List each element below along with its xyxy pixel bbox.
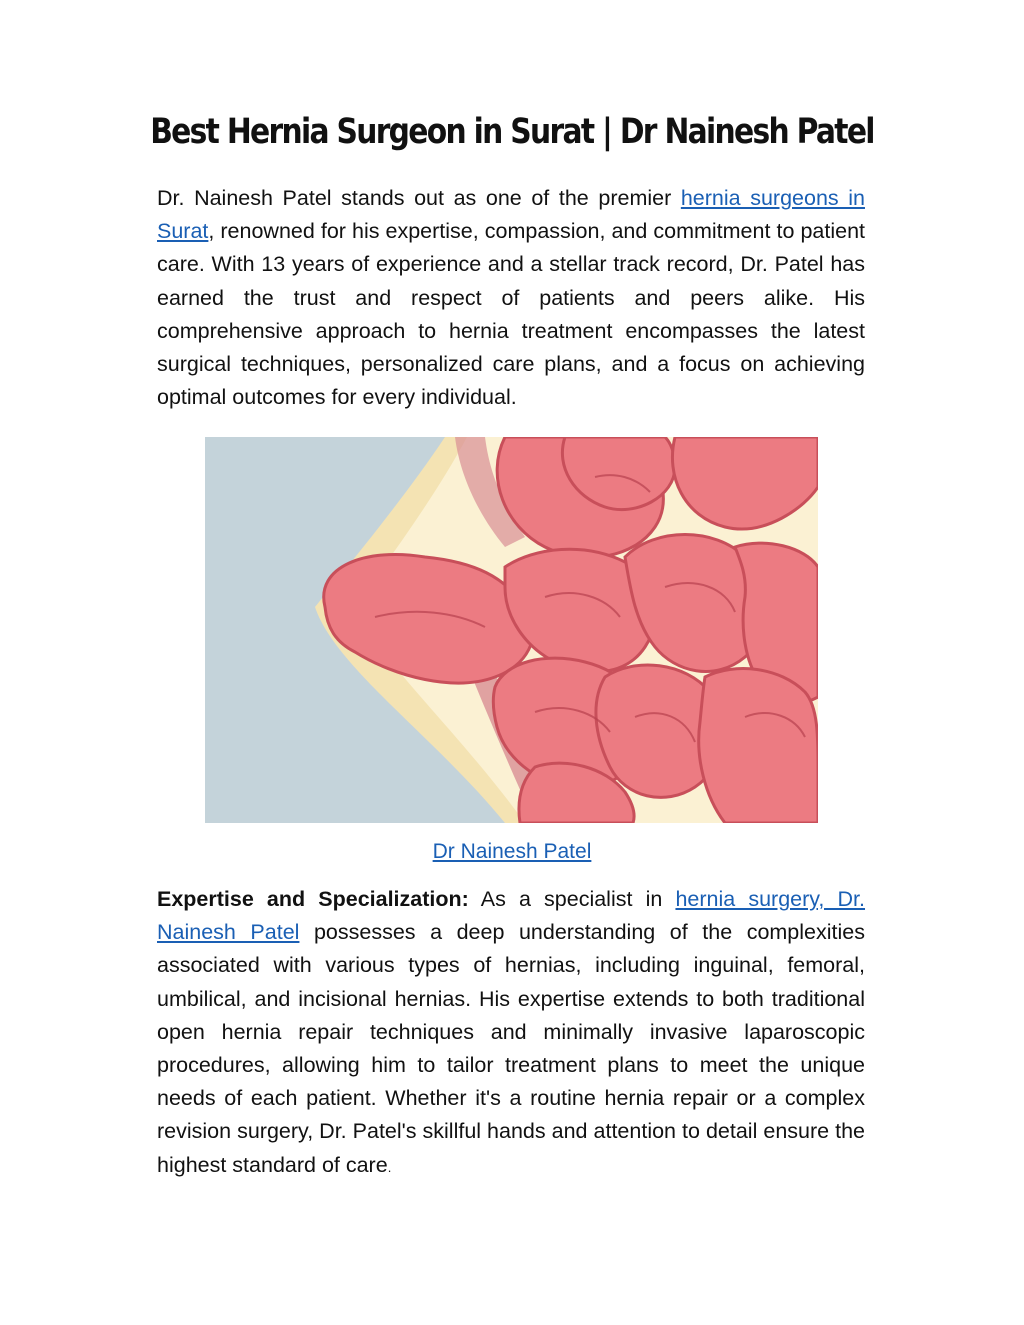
section-text-start: As a specialist in (468, 887, 676, 911)
caption-link[interactable]: Dr Nainesh Patel (432, 840, 592, 863)
intro-text-end: , renowned for his expertise, compassion, and commitment to patient care. With 13 years of experience and a stellar track record, Dr. Patel has earned the trust and respect of patients and peers alike. His comprehensive approach to hernia treatment encompasses the latest surgical techniques, personalized care plans, and a focus on achieving optimal outcomes for every individual. (157, 219, 865, 410)
intro-text-start: Dr. Nainesh Patel stands out as one of the premier (157, 186, 681, 210)
hernia-illustration (205, 437, 818, 823)
image-caption (0, 840, 1024, 864)
page-title: Best Hernia Surgeon in Surat | Dr Nainesh Patel (150, 112, 874, 152)
intro-paragraph (157, 182, 865, 414)
section-trailing-period: . (387, 1159, 392, 1175)
expertise-paragraph (157, 883, 865, 1184)
section-text-end: possesses a deep understanding of the complexities associated with various types of hernias, including inguinal, femoral, umbilical, and incisional hernias. His expertise extends to both traditional open hernia repair techniques and minimally invasive laparoscopic procedures, allowing him to tailor treatment plans to meet the unique needs of each patient. Whether it's a routine hernia repair or a complex revision surgery, Dr. Patel's skillful hands and attention to detail ensure the highest standard of care (157, 920, 865, 1177)
section-heading: Expertise and Specialization: (157, 887, 469, 911)
hernia-surgery-link[interactable]: hernia surgery, Dr. Nainesh Patel (157, 887, 866, 945)
hernia-surgeons-link[interactable]: hernia surgeons in Surat (157, 186, 865, 244)
